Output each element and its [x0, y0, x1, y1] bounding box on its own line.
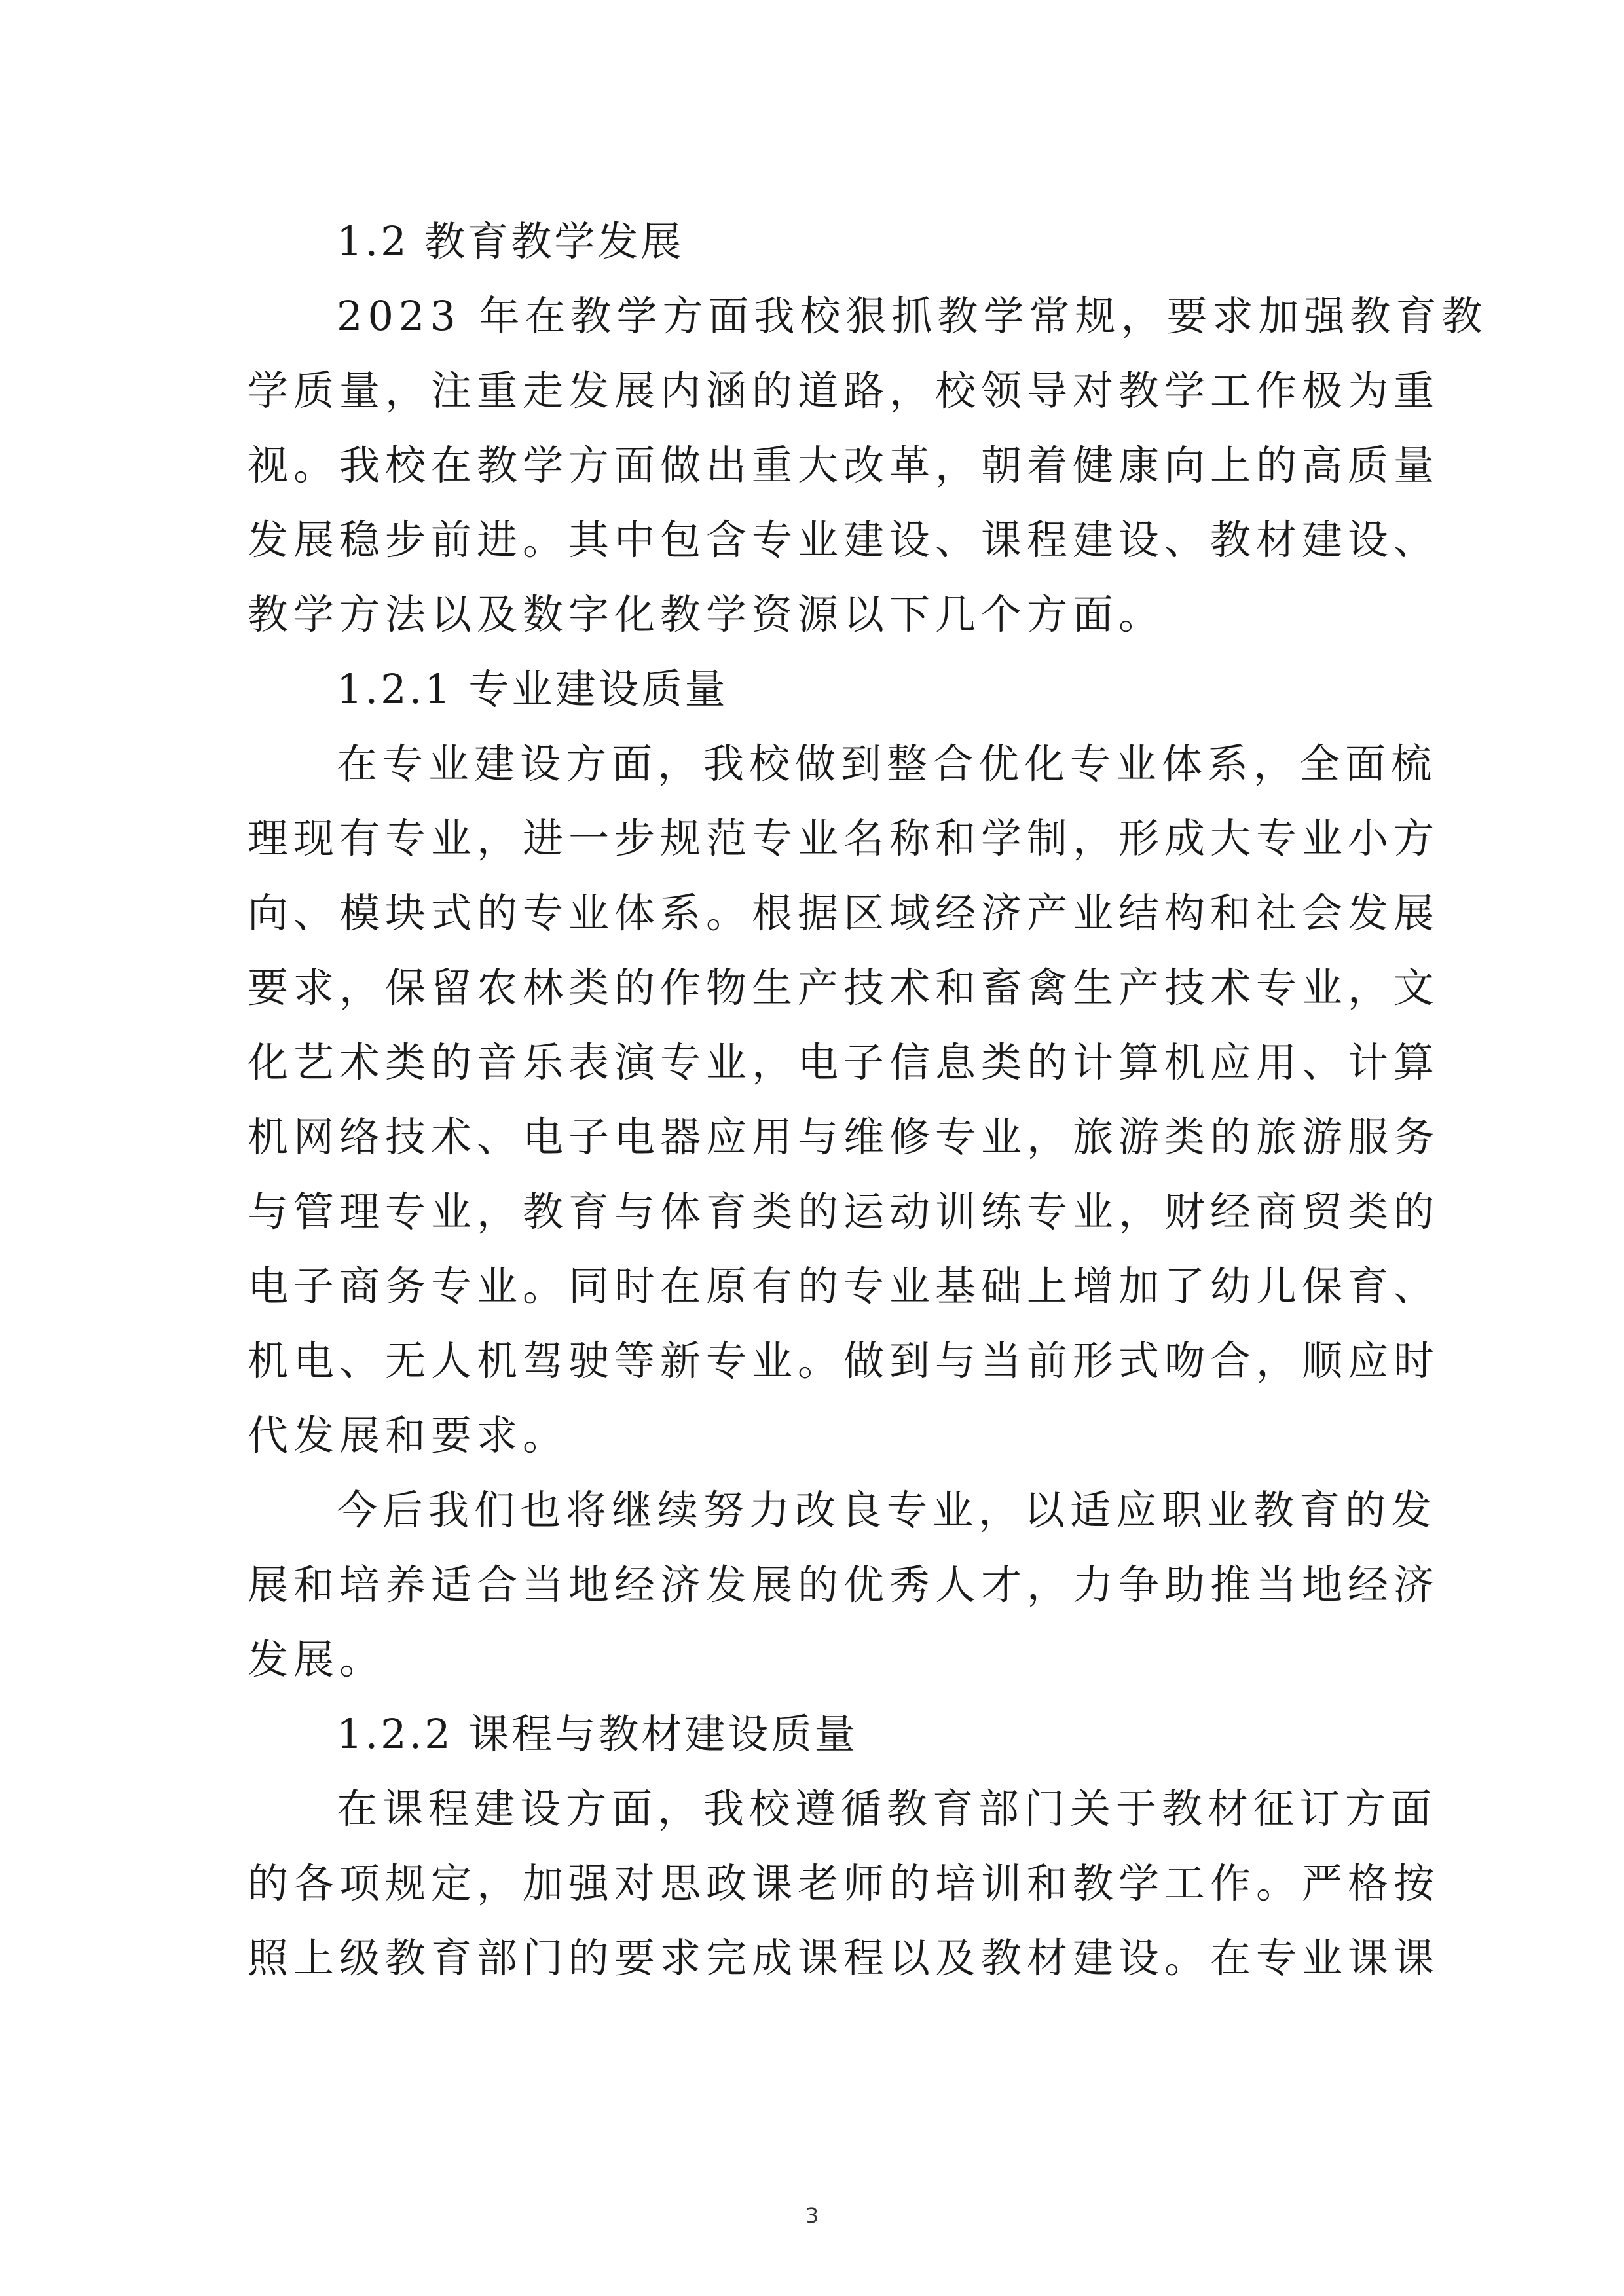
paragraph-line: 发展。 [248, 1635, 386, 1683]
paragraph-major-construction [248, 727, 1440, 1473]
page-number: 3 [805, 2203, 819, 2228]
paragraph-line: 机电、无人机驾驶等新专业。做到与当前形式吻合，顺应时 [248, 1337, 1440, 1385]
paragraph-teaching-overview [248, 279, 1488, 652]
paragraph-line: 教学方法以及数字化教学资源以下几个方面。 [248, 591, 1165, 638]
paragraph-line: 学质量，注重走发展内涵的道路，校领导对教学工作极为重 [248, 367, 1440, 414]
paragraph-line: 的各项规定，加强对思政课老师的培训和教学工作。严格按 [248, 1859, 1440, 1907]
paragraph-line: 在课程建设方面，我校遵循教育部门关于教材征订方面 [337, 1785, 1437, 1832]
paragraph-curriculum-construction [248, 1772, 1440, 1995]
paragraph-line: 电子商务专业。同时在原有的专业基础上增加了幼儿保育、 [248, 1262, 1440, 1310]
paragraph-line: 化艺术类的音乐表演专业，电子信息类的计算机应用、计算 [248, 1038, 1440, 1086]
paragraph-line: 机网络技术、电子电器应用与维修专业，旅游类的旅游服务 [248, 1113, 1440, 1161]
paragraph-line: 要求，保留农林类的作物生产技术和畜禽生产技术专业，文 [248, 964, 1440, 1011]
paragraph-line: 代发展和要求。 [248, 1412, 569, 1459]
section-heading-1-2: 1.2 教育教学发展 [337, 217, 684, 265]
paragraph-line: 发展稳步前进。其中包含专业建设、课程建设、教材建设、 [248, 516, 1440, 564]
section-heading-1-2-1: 1.2.1 专业建设质量 [337, 665, 728, 713]
page-body [248, 204, 1488, 1995]
paragraph-line: 在专业建设方面，我校做到整合优化专业体系，全面梳 [337, 740, 1437, 788]
paragraph-line: 照上级教育部门的要求完成课程以及教材建设。在专业课课 [248, 1934, 1440, 1982]
paragraph-future-plan [248, 1473, 1440, 1697]
section-heading-1-2-2: 1.2.2 课程与教材建设质量 [337, 1710, 858, 1758]
paragraph-line: 展和培养适合当地经济发展的优秀人才，力争助推当地经济 [248, 1561, 1440, 1609]
paragraph-line: 视。我校在教学方面做出重大改革，朝着健康向上的高质量 [248, 441, 1440, 489]
paragraph-line: 理现有专业，进一步规范专业名称和学制，形成大专业小方 [248, 814, 1440, 862]
paragraph-line: 向、模块式的专业体系。根据区域经济产业结构和社会发展 [248, 889, 1440, 937]
paragraph-line: 今后我们也将继续努力改良专业，以适应职业教育的发 [337, 1486, 1437, 1534]
paragraph-line: 与管理专业，教育与体育类的运动训练专业，财经商贸类的 [248, 1188, 1440, 1235]
paragraph-line: 2023 年在教学方面我校狠抓教学常规，要求加强教育教 [337, 292, 1488, 340]
